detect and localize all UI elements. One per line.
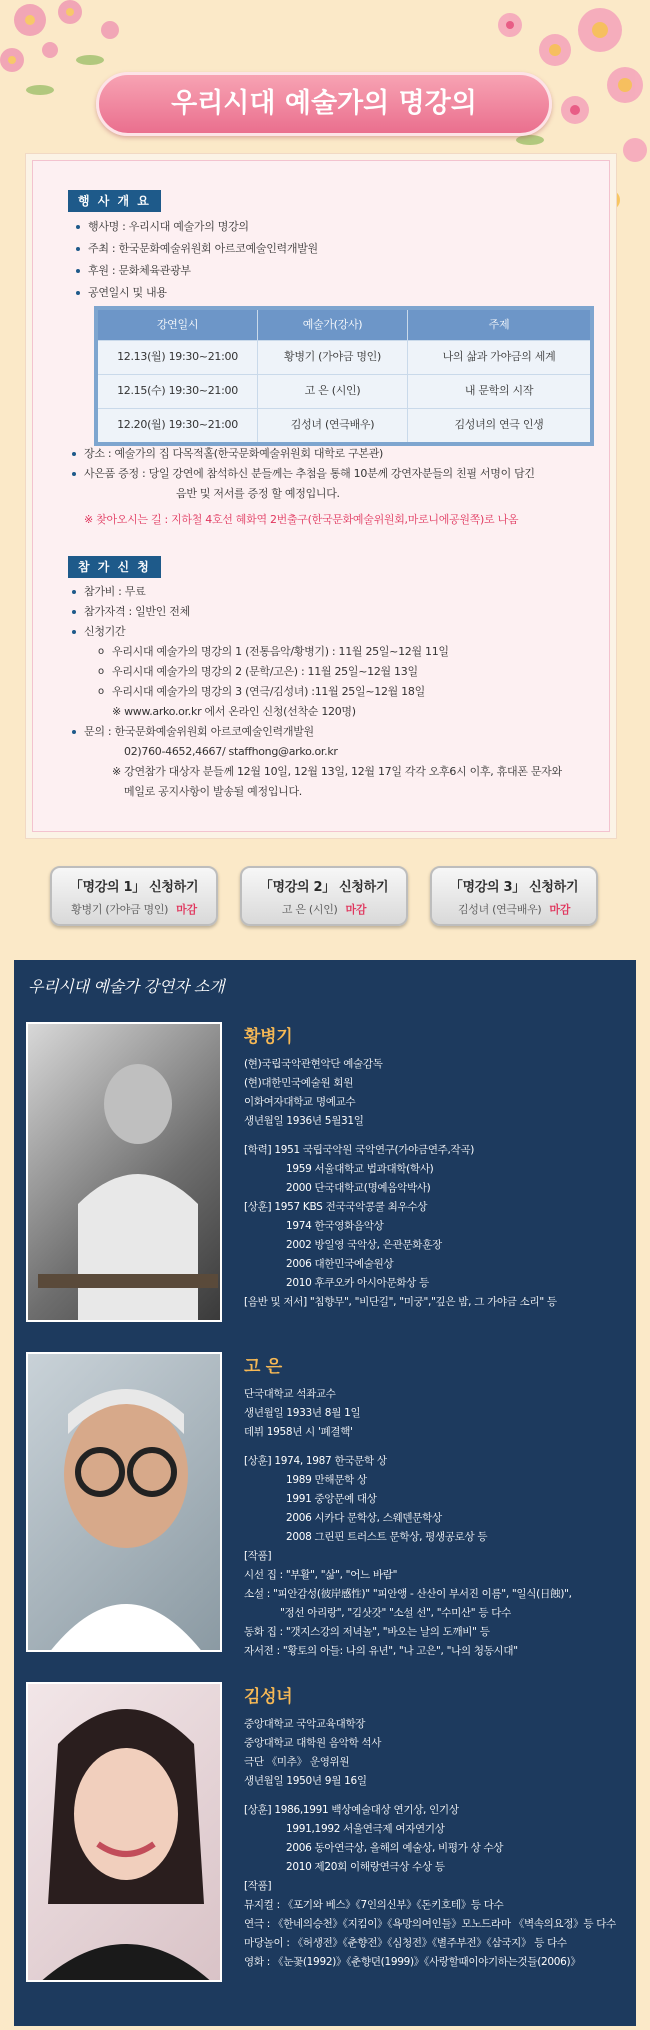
notice-text: ※ 강연참가 대상자 분들께 12월 10일, 12월 13일, 12월 17일 각각 오후6시 이후, 휴대폰 문자와	[112, 765, 562, 778]
lecturer-bio-1	[244, 1022, 624, 1312]
schedule-header-row	[98, 310, 590, 340]
schedule-header-date: 강연일시	[98, 310, 258, 340]
apply-button-title: 「명강의 3」 신청하기	[449, 880, 579, 895]
bio-line: 2006 대한민국예술원상	[286, 1258, 394, 1270]
bio-line: [학력] 1951 국립국악원 국악연구(가야금연주,작곡)	[244, 1144, 475, 1156]
bio-line: 2002 방일영 국악상, 은관문화훈장	[286, 1239, 442, 1251]
apply-button-1[interactable]	[50, 866, 218, 926]
bio-line: [상훈] 1957 KBS 전국국악콩쿨 최우수상	[244, 1201, 428, 1213]
fee-text: 참가비 : 무료	[72, 582, 592, 602]
bio-line: 2008 그린핀 트러스트 문학상, 평생공로상 등	[286, 1531, 488, 1543]
bio-line: 뮤지컬 : 《포기와 베스》《7인의신부》《돈키호테》등 다수	[244, 1899, 504, 1911]
bio-line: 1974 한국영화음악상	[286, 1220, 384, 1232]
bio-line: [작품]	[244, 1880, 272, 1892]
schedule-topic: 김성녀의 연극 인생	[454, 418, 544, 431]
bio-line: 연극 : 《한네의승천》《지킴이》《욕망의여인들》모노드라마 《벽속의요정》등 다수	[244, 1918, 616, 1930]
bio-line: 2000 단국대학교(명예음악박사)	[286, 1182, 431, 1194]
actress-portrait-icon	[28, 1684, 222, 1982]
bio-line: 극단 《미추》 운영위원	[244, 1756, 350, 1768]
bio-line: 중앙대학교 대학원 음악학 석사	[244, 1737, 382, 1749]
schedule-date: 12.13(월) 19:30~21:00	[98, 341, 258, 374]
bio-line: 데뷔 1958년 시 '폐결핵'	[244, 1426, 353, 1438]
schedule-table	[94, 306, 594, 446]
schedule-topic: 내 문학의 시작	[464, 384, 534, 397]
bio-line: 소설 : "피안감성(彼岸感性)" "피안앵 - 산산이 부서진 이름", "일식(日蝕)",	[244, 1588, 572, 1600]
schedule-artist: 황병기 (가야금 명인)	[258, 341, 408, 374]
poet-portrait-icon	[28, 1354, 222, 1652]
overview-item: 후원 : 문화체육관광부	[76, 260, 318, 282]
eligibility-text: 참가자격 : 일반인 전체	[72, 602, 592, 622]
bio-line: (현)국립국악관현악단 예술감독	[244, 1058, 383, 1070]
online-apply-link[interactable]: ※ www.arko.or.kr 에서 온라인 신청(선착순 120명)	[112, 705, 356, 718]
gift-text: 사은품 증정 : 당일 강연에 참석하신 분들께는 추첨을 통해 10분께 강연자분들의 친필 서명이 담긴	[72, 464, 592, 484]
bio-line: 1959 서울대학교 법과대학(학사)	[286, 1163, 434, 1175]
contact-text: 문의 : 한국문화예술위원회 아르코예술인력개발원	[72, 722, 592, 742]
overview-item: 주최 : 한국문화예술위원회 아르코예술인력개발원	[76, 238, 318, 260]
bio-line: [상훈] 1974, 1987 한국문학 상	[244, 1455, 387, 1467]
bio-line: 생년월일 1933년 8월 1일	[244, 1407, 361, 1419]
lecturer-photo-1	[26, 1022, 222, 1322]
closed-badge: 마감	[549, 903, 571, 916]
musician-portrait-icon	[28, 1024, 222, 1322]
notice-text-continued: 메일로 공지사항이 발송될 예정입니다.	[124, 785, 303, 798]
lecturer-bio-3	[244, 1682, 624, 1972]
lecturer-name: 황병기	[244, 1027, 293, 1047]
bio-line: [상훈] 1986,1991 백상예술대상 연기상, 인기상	[244, 1804, 459, 1816]
session-period: o 우리시대 예술가의 명강의 1 (전통음악/황병기) : 11월 25일~12월 11일	[72, 642, 592, 662]
bio-line: 생년월일 1936년 5월31일	[244, 1115, 364, 1127]
schedule-artist: 김성녀 (연극배우)	[258, 409, 408, 442]
bio-line: 2010 제20회 이해랑연극상 수상 등	[286, 1861, 445, 1873]
schedule-artist: 고 은 (시인)	[258, 375, 408, 408]
bio-line: 2010 후쿠오카 아시아문화상 등	[286, 1277, 429, 1289]
bio-line: 1991,1992 서울연극제 여자연기상	[286, 1823, 445, 1835]
lecturer-photo-2	[26, 1352, 222, 1652]
bio-line: 중앙대학교 국악교육대학장	[244, 1718, 366, 1730]
event-details	[72, 444, 592, 530]
overview-item: 행사명 : 우리시대 예술가의 명강의	[76, 216, 318, 238]
apply-details	[72, 582, 592, 802]
bio-line: 1989 만해문학 상	[286, 1474, 367, 1486]
bio-line: 단국대학교 석좌교수	[244, 1388, 336, 1400]
apply-button-sub: 황병기 (가야금 명인)	[71, 903, 169, 916]
schedule-header-topic: 주제	[488, 318, 510, 331]
bio-line: "정선 아리랑", "김삿갓" "소설 선", "수미산" 등 다수	[280, 1607, 511, 1619]
gift-text-continued: 음반 및 저서를 증정 할 예정입니다.	[176, 487, 340, 500]
bio-line: 2006 시카다 문학상, 스웨덴문학상	[286, 1512, 442, 1524]
bio-line: 1991 중앙문예 대상	[286, 1493, 377, 1505]
directions-text: ※ 찾아오시는 길 : 지하철 4호선 혜화역 2번출구(한국문화예술위원회,마로니에공원쪽)로 나옴	[84, 513, 519, 526]
bio-line: 시선 집 : "부활", "삶", "어느 바람"	[244, 1569, 398, 1581]
apply-button-title: 「명강의 2」 신청하기	[259, 880, 389, 895]
overview-item: 공연일시 및 내용	[76, 282, 318, 304]
apply-button-sub: 고 은 (시인)	[281, 903, 338, 916]
session-period: o 우리시대 예술가의 명강의 3 (연극/김성녀) :11월 25일~12월 18일	[72, 682, 592, 702]
table-row	[98, 408, 590, 442]
apply-button-sub: 김성녀 (연극배우)	[457, 903, 542, 916]
bio-line: 영화 : 《눈꽃(1992)》《춘향뎐(1999)》《사랑할때이야기하는것들(2006)》	[244, 1956, 581, 1968]
bio-line: (현)대한민국예술원 회원	[244, 1077, 354, 1089]
bio-line: 이화여자대학교 명예교수	[244, 1096, 356, 1108]
bio-line: [작품]	[244, 1550, 272, 1562]
contact-email[interactable]: 02)760-4652,4667/ staffhong@arko.or.kr	[124, 745, 338, 758]
period-text: 신청기간	[72, 622, 592, 642]
bio-line: 마당놀이 : 《허생전》《춘향전》《심청전》《별주부전》《삼국지》 등 다수	[244, 1937, 567, 1949]
apply-button-2[interactable]	[240, 866, 408, 926]
schedule-date: 12.15(수) 19:30~21:00	[98, 375, 258, 408]
lecturer-name: 고 은	[244, 1357, 282, 1377]
apply-button-title: 「명강의 1」 신청하기	[69, 880, 199, 895]
bio-line: 동화 집 : "갯지스강의 저녁놀", "바오는 날의 도깨비" 등	[244, 1626, 490, 1638]
table-row	[98, 374, 590, 408]
intro-title: 우리시대 예술가 강연자 소개	[28, 977, 225, 996]
schedule-topic: 나의 삶과 가야금의 세계	[442, 350, 556, 363]
session-period: o 우리시대 예술가의 명강의 2 (문학/고은) : 11월 25일~12월 13일	[72, 662, 592, 682]
bio-line: 생년월일 1950년 9월 16일	[244, 1775, 367, 1787]
bio-line: [음반 및 저서] "침향무", "비단길", "미궁","깊은 밤, 그 가야금 소리" 등	[244, 1296, 557, 1308]
overview-label: 행 사 개 요	[68, 190, 161, 212]
lecturer-bio-2	[244, 1352, 624, 1661]
closed-badge: 마감	[176, 903, 197, 916]
bio-line: 2006 동아연극상, 올해의 예술상, 비평가 상 수상	[286, 1842, 504, 1854]
closed-badge: 마감	[345, 903, 367, 916]
overview-list	[76, 216, 318, 304]
lecturer-photo-3	[26, 1682, 222, 1982]
schedule-header-artist: 예술가(강사)	[258, 310, 408, 340]
apply-label: 참 가 신 청	[68, 556, 161, 578]
page-title: 우리시대 예술가의 명강의	[96, 72, 552, 136]
table-row	[98, 340, 590, 374]
apply-button-3[interactable]	[430, 866, 598, 926]
schedule-date: 12.20(월) 19:30~21:00	[98, 409, 258, 442]
lecturer-intro-section	[14, 960, 636, 2026]
place-text: 장소 : 예술가의 집 다목적홀(한국문화예술위원회 대학로 구본관)	[72, 444, 592, 464]
lecturer-name: 김성녀	[244, 1687, 293, 1707]
bio-line: 자서전 : "황토의 아들: 나의 유년", "나 고은", "나의 청동시대"	[244, 1645, 518, 1657]
